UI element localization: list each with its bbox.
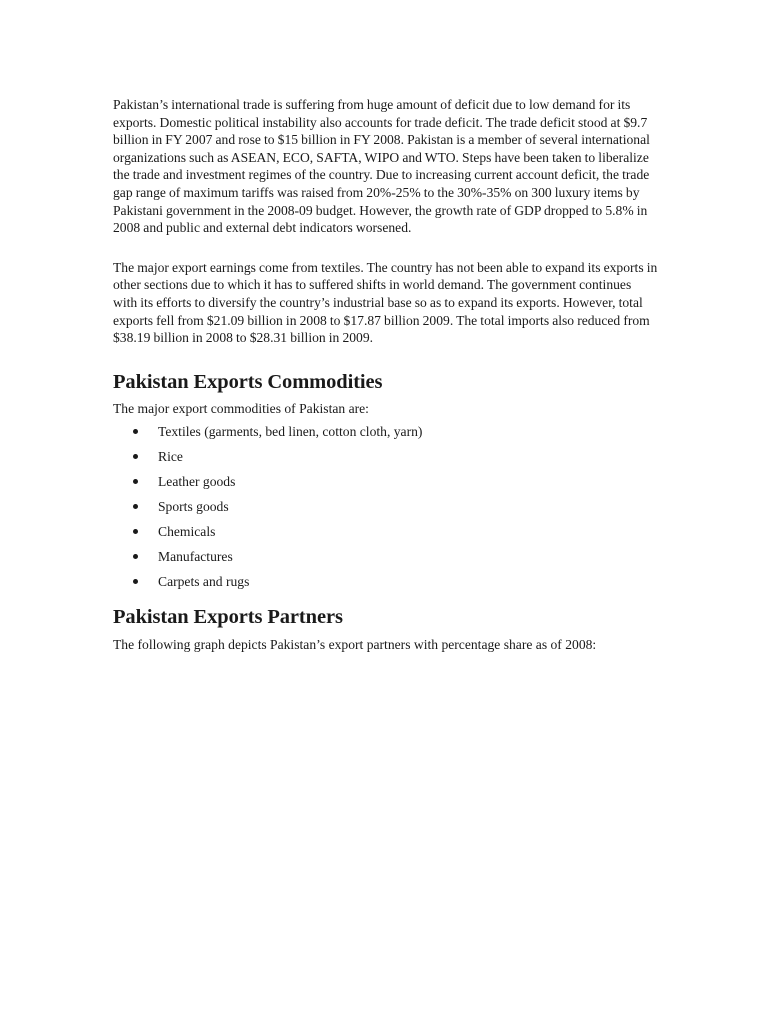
list-item [113, 573, 658, 598]
list-item [113, 448, 658, 473]
list-item-label: Textiles (garments, bed linen, cotton cloth, yarn) [158, 424, 423, 440]
commodities-list [113, 423, 658, 598]
bullet-icon [133, 479, 138, 484]
list-item-label: Sports goods [158, 499, 229, 515]
paragraph-trade-deficit: Pakistan’s international trade is suffering from huge amount of deficit due to low demand for its exports. Domestic political instability also accounts for trade deficit. The trade deficit stood at $9.7 billion in FY 2007 and rose to $15 billion in FY 2008. Pakistan is a member of several international organizations such as ASEAN, ECO, SAFTA, WIPO and WTO. Steps have been taken to liberalize the trade and investment regimes of the country. Due to increasing current account deficit, the trade gap range of maximum tariffs was raised from 20%-25% to the 30%-35% on 300 luxury items by Pakistani government in the 2008-09 budget. However, the growth rate of GDP dropped to 5.8% in 2008 and public and external debt indicators worsened. [113, 97, 650, 236]
list-item [113, 548, 658, 573]
list-item-label: Leather goods [158, 474, 236, 490]
partners-intro: The following graph depicts Pakistan’s export partners with percentage share as of 2008: [113, 637, 597, 653]
commodities-intro: The major export commodities of Pakistan are: [113, 400, 369, 416]
heading-export-partners: Pakistan Exports Partners [113, 606, 343, 629]
list-item [113, 498, 658, 523]
bullet-icon [133, 579, 138, 584]
bullet-icon [133, 504, 138, 509]
paragraph-export-earnings: The major export earnings come from textiles. The country has not been able to expand its exports in other sections due to which it has to suffered shifts in world demand. The government continues with its efforts to diversify the country’s industrial base so as to expand its exports. However, total exports fell from $21.09 billion in 2008 to $17.87 billion 2009. The total imports also reduced from $38.19 billion in 2008 to $28.31 billion in 2009. [113, 259, 658, 346]
heading-export-commodities: Pakistan Exports Commodities [113, 370, 383, 393]
bullet-icon [133, 429, 138, 434]
bullet-icon [133, 554, 138, 559]
document-page [113, 96, 658, 654]
list-item-label: Rice [158, 449, 183, 465]
bullet-icon [133, 454, 138, 459]
list-item [113, 423, 658, 448]
list-item [113, 473, 658, 498]
bullet-icon [133, 529, 138, 534]
list-item-label: Carpets and rugs [158, 574, 250, 590]
list-item [113, 523, 658, 548]
list-item-label: Manufactures [158, 549, 233, 565]
list-item-label: Chemicals [158, 524, 216, 540]
